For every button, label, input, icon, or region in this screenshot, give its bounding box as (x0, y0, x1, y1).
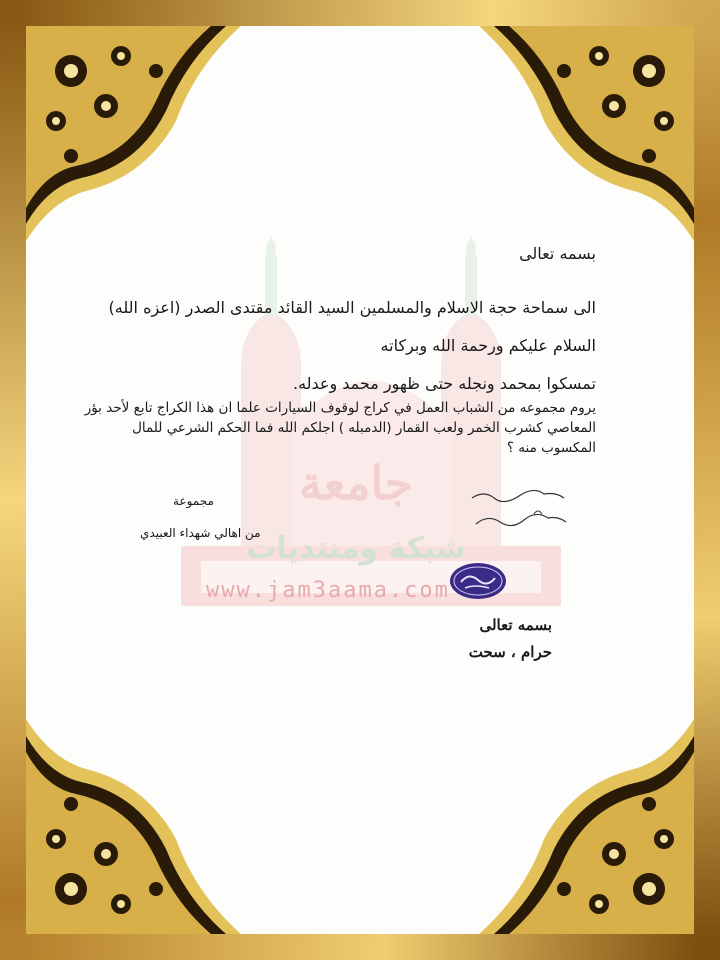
official-seal-icon (449, 562, 507, 600)
letter-question: يروم مجموعه من الشباب العمل في كراج لوقوف السيارات علما ان هذا الكراج تابع لأحد بؤر المعاصي كشرب الخمر ولعب القمار (الدمبله ) اجلكم الله فما الحكم الشرعي للمال المكسوب منه ؟ (84, 400, 596, 456)
letter-page (26, 26, 694, 934)
answer-title: بسمه تعالى (479, 616, 552, 634)
watermark-url: www.jam3aama.com (206, 578, 450, 603)
letter-salutation: السلام عليكم ورحمة الله وبركاته (380, 336, 596, 355)
letter-closing-phrase: تمسكوا بمحمد ونجله حتى ظهور محمد وعدله. (292, 374, 596, 393)
answer-text: حرام ، سحت (468, 643, 552, 661)
letter-address: الى سماحة حجة الاسلام والمسلمين السيد القائد مقتدى الصدر (اعزه الله) (108, 298, 596, 317)
letter-greeting: بسمه تعالى (519, 244, 596, 263)
ornament-corner-top-left (26, 26, 241, 241)
watermark-name: جامعة (299, 456, 413, 510)
watermark-site-text: شبكة ومنتديات (246, 531, 466, 566)
signer-label: مجموعة (173, 494, 214, 508)
handwritten-note-icon (464, 484, 574, 534)
ornament-corner-bottom-right (479, 719, 694, 934)
signer-name: من اهالي شهداء العبيدي (140, 526, 261, 540)
ornament-corner-top-right (479, 26, 694, 241)
ornament-corner-bottom-left (26, 719, 241, 934)
